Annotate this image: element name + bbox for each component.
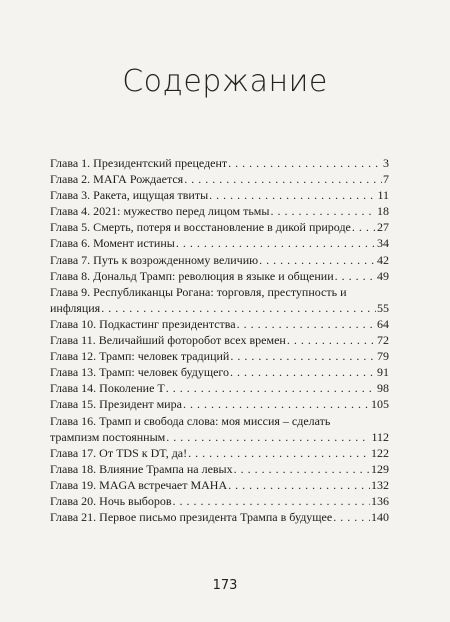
toc-entry-label: Глава 18. Влияние Трампа на левых [50, 461, 233, 476]
toc-entry-title-line: Глава 16. Трамп и свобода слова: моя миссия – сделать [50, 413, 331, 428]
toc-entry [50, 380, 389, 396]
dot-leader [228, 477, 370, 493]
toc-entry-label: инфляция [50, 300, 101, 315]
dot-leader [230, 364, 376, 380]
dot-leader [209, 187, 376, 203]
toc-entry-label: Глава 5. Смерть, потеря и восстановление в дикой природе [50, 220, 351, 235]
toc-entry-page: 122 [371, 445, 389, 460]
toc-entry-page: 129 [371, 461, 389, 476]
toc-entry-label: Глава 7. Путь к возрожденному величию [50, 252, 259, 267]
toc-entry [50, 171, 389, 187]
toc-entry-page: 27 [377, 220, 389, 235]
dot-leader [270, 203, 376, 219]
toc-entry-label: Глава 17. От TDS к DT, да! [50, 445, 188, 460]
toc-entry-label: Глава 20. Ночь выборов [50, 493, 172, 508]
toc-entry-page: 136 [371, 493, 389, 508]
toc-entry [50, 429, 389, 445]
toc-entry-label: Глава 4. 2021: мужество перед лицом тьмы [50, 204, 270, 219]
toc-entry-label: Глава 13. Трамп: человек будущего [50, 365, 230, 380]
toc-entry [50, 509, 389, 525]
page-number: 173 [212, 578, 238, 593]
dot-leader [259, 252, 376, 268]
toc-entry-page: 91 [377, 365, 389, 380]
toc-entry [50, 445, 389, 461]
dot-leader [230, 348, 376, 364]
toc-entry [50, 187, 389, 203]
toc-entry-label: Глава 14. Поколение Т [50, 381, 165, 396]
dot-leader [166, 429, 370, 445]
dot-leader [333, 509, 370, 525]
dot-leader [352, 219, 376, 235]
toc-entry [50, 348, 389, 364]
toc-entry [50, 316, 389, 332]
toc-entry-label: Глава 2. МАГА Рождается [50, 172, 184, 187]
toc-entry-label: Глава 15. Президент мира [50, 397, 182, 412]
dot-leader [287, 332, 376, 348]
toc-entry-page: 140 [371, 510, 389, 525]
dot-leader [188, 445, 370, 461]
dot-leader [237, 316, 376, 332]
page-title: Содержание [122, 64, 328, 99]
toc-entry [50, 219, 389, 235]
toc-entry [50, 235, 389, 251]
toc-entry [50, 396, 389, 412]
dot-leader [234, 461, 370, 477]
toc-entry-page: 98 [377, 381, 389, 396]
toc-entry [50, 364, 389, 380]
dot-leader [166, 380, 376, 396]
toc-entry-page: 79 [377, 349, 389, 364]
toc-entry-page: 42 [377, 252, 389, 267]
toc-entry-page: 7 [383, 172, 389, 187]
table-of-contents [50, 155, 389, 525]
toc-entry-label: Глава 21. Первое письмо президента Трампа в будущее [50, 510, 333, 525]
toc-entry [50, 203, 389, 219]
dot-leader [173, 493, 370, 509]
toc-entry [50, 477, 389, 493]
dot-leader [183, 396, 370, 412]
toc-entry-label: Глава 12. Трамп: человек традиций [50, 349, 230, 364]
toc-entry-label: Глава 8. Дональд Трамп: революция в языке и общении [50, 268, 334, 283]
toc-entry [50, 493, 389, 509]
toc-entry-page: 55 [377, 300, 389, 315]
toc-entry [50, 252, 389, 268]
toc-entry-page: 11 [377, 188, 389, 203]
toc-entry-page: 105 [371, 397, 389, 412]
dot-leader [101, 300, 376, 316]
toc-entry-title-line: Глава 9. Республиканцы Рогана: торговля, преступность и [50, 284, 347, 299]
toc-entry-label: Глава 19. MAGA встречает МАНА [50, 477, 228, 492]
toc-entry-page: 64 [377, 316, 389, 331]
toc-entry [50, 332, 389, 348]
toc-entry [50, 461, 389, 477]
dot-leader [335, 268, 376, 284]
dot-leader [228, 155, 382, 171]
toc-entry-label: трампизм постоянным [50, 429, 166, 444]
toc-entry-page: 72 [377, 333, 389, 348]
toc-entry [50, 268, 389, 284]
dot-leader [184, 171, 382, 187]
toc-entry-page: 132 [371, 477, 389, 492]
toc-entry-label: Глава 6. Момент истины [50, 236, 175, 251]
toc-entry [50, 155, 389, 171]
toc-entry-page: 49 [377, 268, 389, 283]
toc-entry-label: Глава 11. Величайший фоторобот всех времен [50, 333, 286, 348]
toc-entry-page: 34 [377, 236, 389, 251]
toc-entry-page: 112 [371, 429, 389, 444]
toc-entry-label: Глава 10. Подкастинг президентства [50, 316, 236, 331]
toc-entry-label: Глава 3. Ракета, ищущая твиты [50, 188, 209, 203]
toc-entry [50, 300, 389, 316]
dot-leader [176, 235, 376, 251]
toc-entry-label: Глава 1. Президентский прецедент [50, 156, 228, 170]
toc-entry-page: 18 [377, 204, 389, 219]
toc-entry-page: 3 [383, 156, 389, 170]
